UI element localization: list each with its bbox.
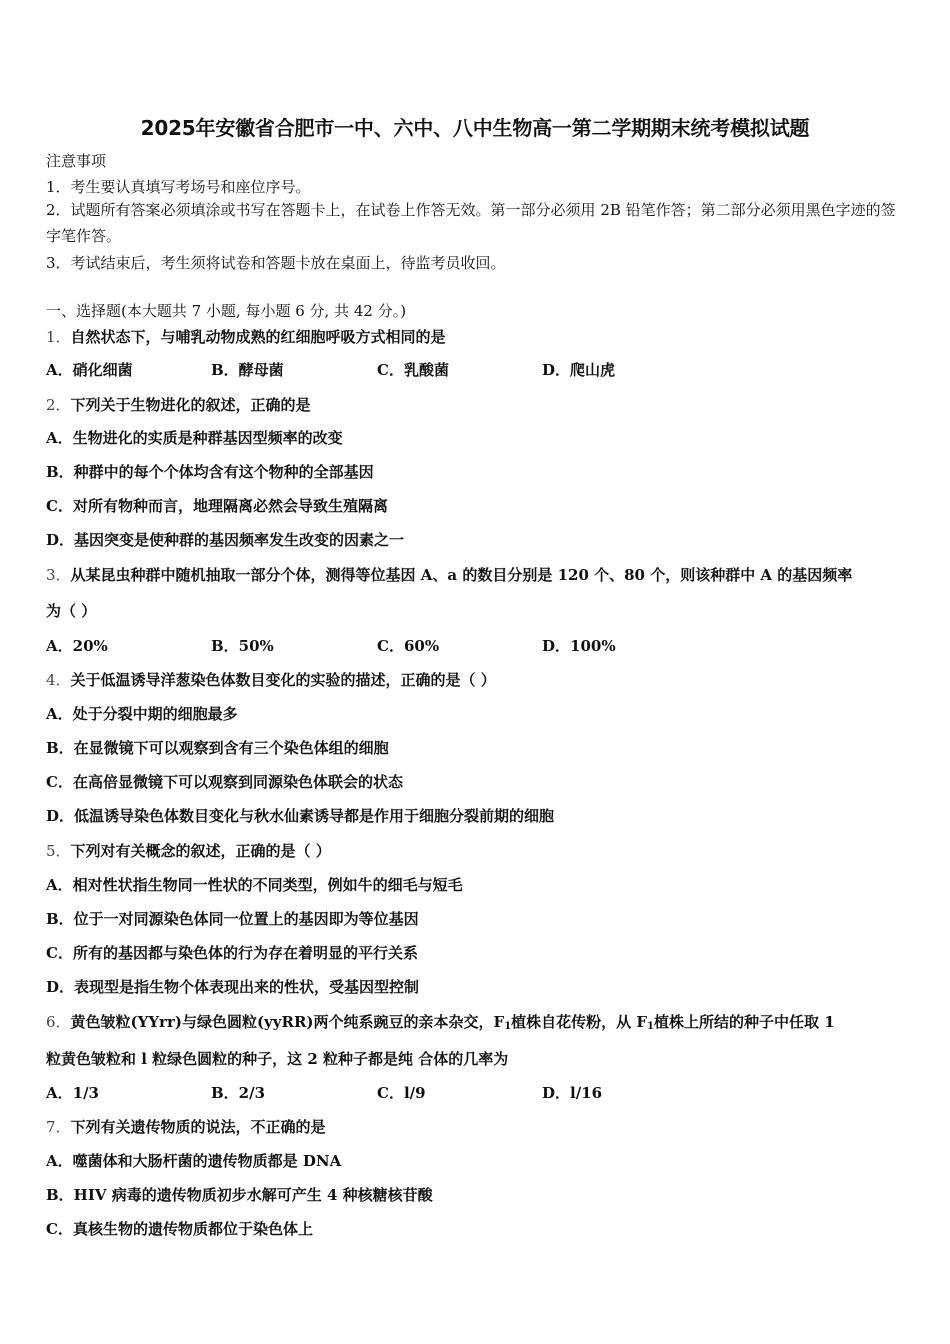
option-a: A．1/3: [46, 1084, 99, 1102]
question-number: 2．: [46, 396, 71, 414]
option-a: A．生物进化的实质是种群基因型频率的改变: [46, 429, 343, 447]
option-d: D．l/16: [542, 1084, 603, 1102]
question-stem: 下列关于生物进化的叙述，正确的是: [70, 396, 311, 414]
option-d: D．表现型是指生物个体表现出来的性状，受基因型控制: [46, 978, 420, 996]
question-stem: 下列对有关概念的叙述，正确的是（ ）: [70, 842, 331, 860]
option-d: D．爬山虎: [542, 361, 616, 379]
option-c: C．乳酸菌: [377, 361, 449, 379]
option-a: A．噬菌体和大肠杆菌的遗传物质都是 DNA: [46, 1152, 342, 1170]
question-number: 3．: [46, 566, 71, 584]
subscript: 1: [504, 1021, 512, 1032]
notice-item-2: 2．试题所有答案必须填涂或书写在答题卡上，在试卷上作答无效。第一部分必须用 2B 铅笔作答；第二部分必须用黑色字迹的签字笔作答。: [46, 201, 896, 245]
question-6: [46, 1011, 835, 1032]
option-d: D．100%: [542, 637, 616, 655]
option-c: C．在高倍显微镜下可以观察到同源染色体联会的状态: [46, 773, 403, 791]
question-4: [46, 669, 496, 690]
option-b: B．HIV 病毒的遗传物质初步水解可产生 4 种核糖核苷酸: [46, 1186, 433, 1204]
question-number: 5．: [46, 842, 71, 860]
option-b: B．2/3: [211, 1084, 266, 1102]
option-c: C．真核生物的遗传物质都位于染色体上: [46, 1220, 313, 1238]
option-b: B．50%: [211, 637, 274, 655]
option-a: A．处于分裂中期的细胞最多: [46, 705, 238, 723]
question-stem: 下列有关遗传物质的说法，不正确的是: [70, 1118, 326, 1136]
notice-heading: 注意事项: [46, 152, 107, 170]
question-stem-continued: 粒黄色皱粒和 l 粒绿色圆粒的种子，这 2 粒种子都是纯 合体的几率为: [46, 1050, 509, 1068]
question-stem: 关于低温诱导洋葱染色体数目变化的实验的描述，正确的是（ ）: [70, 671, 496, 689]
option-c: C．l/9: [377, 1084, 426, 1102]
notice-item-3: 3．考试结束后，考生须将试卷和答题卡放在桌面上，待监考员收回。: [46, 254, 506, 272]
option-d: D．基因突变是使种群的基因频率发生改变的因素之一: [46, 531, 405, 549]
subscript: 1: [647, 1021, 654, 1032]
option-d: D．低温诱导染色体数目变化与秋水仙素诱导都是作用于细胞分裂前期的细胞: [46, 807, 555, 825]
notice-item-1: 1．考生要认真填写考场号和座位序号。: [46, 178, 311, 196]
question-stem-continued: 为（ ）: [46, 602, 97, 620]
question-stem: 自然状态下，与哺乳动物成熟的红细胞呼吸方式相同的是: [70, 328, 446, 346]
question-stem: 从某昆虫种群中随机抽取一部分个体，测得等位基因 A、a 的数目分别是 120 个、80 个，则该种群中 A 的基因频率: [70, 566, 853, 584]
page-title: 2025年安徽省合肥市一中、六中、八中生物高一第二学期期末统考模拟试题: [140, 116, 810, 140]
option-b: B．在显微镜下可以观察到含有三个染色体组的细胞: [46, 739, 389, 757]
question-stem: 黄色皱粒(YYrr)与绿色圆粒(yyRR)两个纯系豌豆的亲本杂交，F: [70, 1013, 505, 1031]
option-b: B．酵母菌: [211, 361, 284, 379]
option-b: B．种群中的每个个体均含有这个物种的全部基因: [46, 463, 374, 481]
question-number: 7．: [46, 1118, 71, 1136]
question-3: [46, 564, 852, 585]
question-number: 1．: [46, 328, 71, 346]
question-number: 4．: [46, 671, 71, 689]
question-7: [46, 1116, 326, 1137]
option-c: C．所有的基因都与染色体的行为存在着明显的平行关系: [46, 944, 418, 962]
option-b: B．位于一对同源染色体同一位置上的基因即为等位基因: [46, 910, 419, 928]
option-c: C．对所有物种而言，地理隔离必然会导致生殖隔离: [46, 497, 388, 515]
question-5: [46, 840, 331, 861]
option-c: C．60%: [377, 637, 440, 655]
question-number: 6．: [46, 1013, 71, 1031]
option-a: A．相对性状指生物同一性状的不同类型，例如牛的细毛与短毛: [46, 876, 463, 894]
question-1: [46, 326, 446, 347]
option-a: A．硝化细菌: [46, 361, 133, 379]
question-2: [46, 394, 311, 415]
question-stem: 植株自花传粉，从 F: [511, 1013, 648, 1031]
section-heading: 一、选择题(本大题共 7 小题, 每小题 6 分, 共 42 分。): [46, 302, 407, 320]
question-stem: 植株上所结的种子中任取 1: [654, 1013, 835, 1031]
option-a: A．20%: [46, 637, 108, 655]
